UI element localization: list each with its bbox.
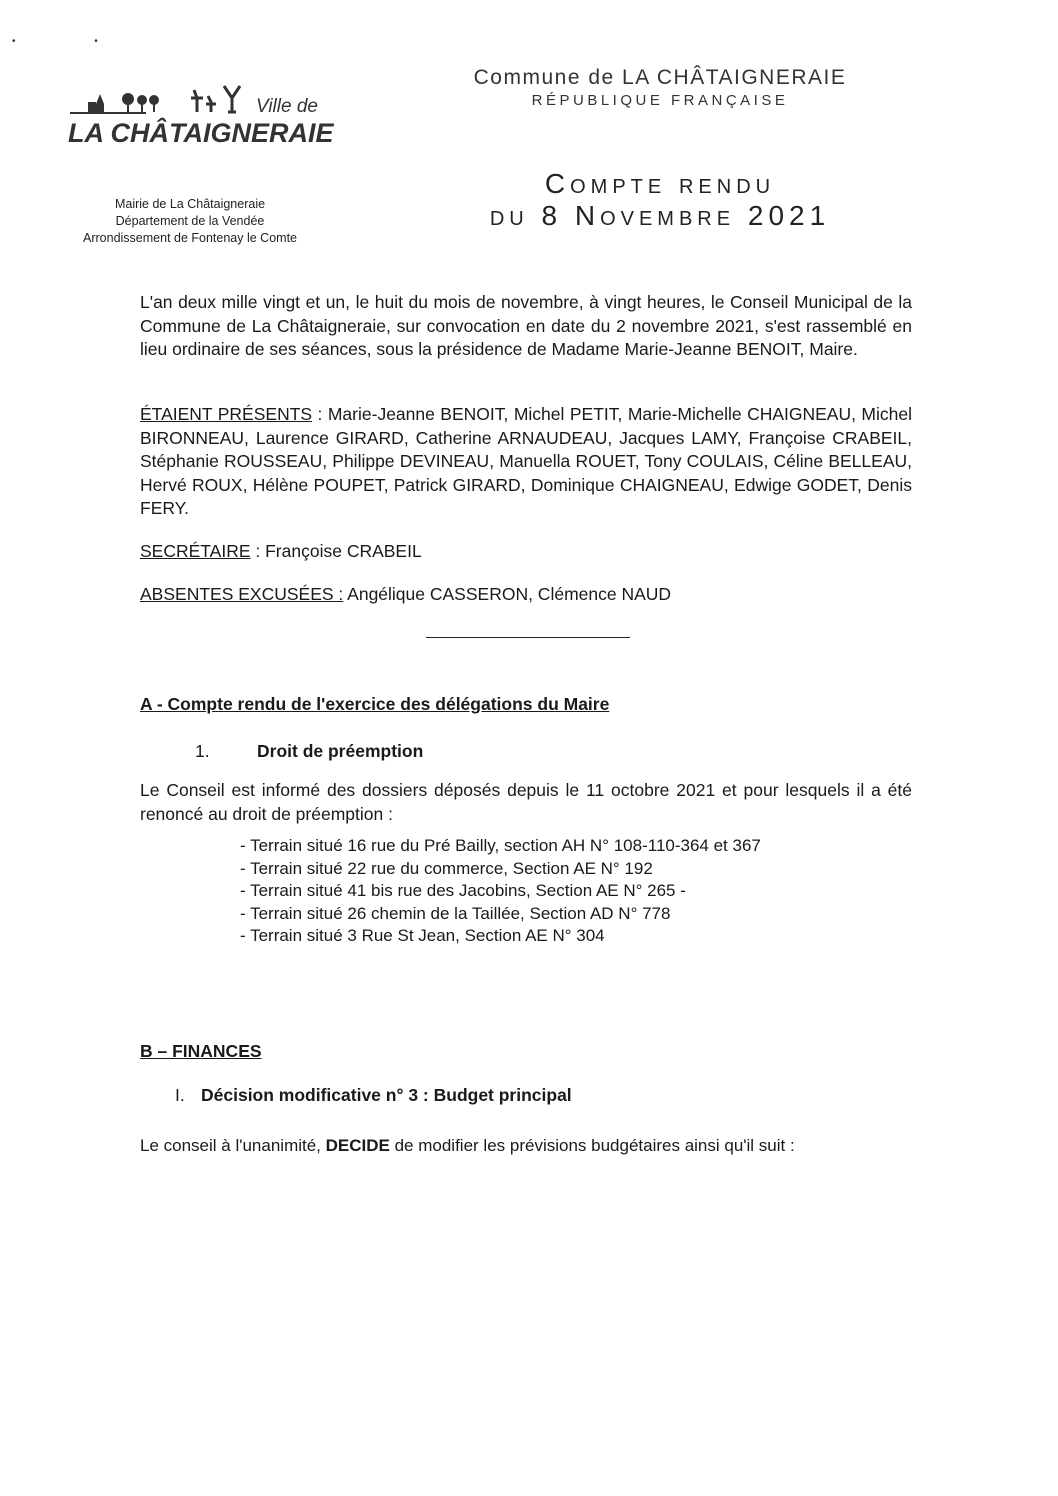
logo-main-text: LA CHÂTAIGNERAIE — [68, 118, 334, 148]
document-title: Compte rendu — [544, 168, 776, 199]
logo-graphic — [66, 76, 346, 156]
list-item: - Terrain situé 22 rue du commerce, Section AE N° 192 — [240, 858, 761, 881]
mairie-line: Mairie de La Châtaigneraie — [114, 197, 266, 211]
subsection-a1-heading — [195, 741, 423, 762]
decision-keyword: DECIDE — [325, 1136, 390, 1155]
logo-small-text: Ville de — [256, 96, 318, 117]
separator-line — [426, 637, 630, 638]
secretary-label: SECRÉTAIRE — [140, 541, 251, 561]
list-item: - Terrain situé 41 bis rue des Jacobins, Section AE N° 265 - — [240, 880, 761, 903]
secretary-line — [140, 540, 912, 564]
republique-heading: RÉPUBLIQUE FRANÇAISE — [531, 92, 789, 109]
town-logo — [66, 76, 346, 156]
decision-paragraph — [140, 1136, 795, 1156]
subsection-number: 1. — [195, 741, 210, 761]
attendees-paragraph — [140, 403, 912, 521]
absentees-line — [140, 583, 912, 607]
attendees-names: : Marie-Jeanne BENOIT, Michel PETIT, Marie-Michelle CHAIGNEAU, Michel BIRONNEAU, Laurence GIRARD, Catherine ARNAUDEAU, Jacques LAMY, Françoise CRABEIL, Stéphanie ROUSSEAU, Philippe DEVINEAU, Manuella ROUET, Tony COULAIS, Céline BELLEAU, Hervé ROUX, Hélène POUPET, Patrick GIRARD, Dominique CHAIGNEAU, Edwige GODET, Denis FERY. — [140, 404, 912, 518]
section-a-heading: A - Compte rendu de l'exercice des délégations du Maire — [140, 694, 610, 714]
secretary-name: : Françoise CRABEIL — [250, 541, 422, 561]
decision-post: de modifier les prévisions budgétaires ainsi qu'il suit : — [389, 1136, 795, 1155]
list-item: - Terrain situé 3 Rue St Jean, Section AE N° 304 — [240, 925, 761, 948]
subsection-b1-heading — [175, 1085, 572, 1106]
commune-heading: Commune de LA CHÂTAIGNERAIE — [473, 66, 847, 89]
absentees-names: Angélique CASSERON, Clémence NAUD — [343, 584, 672, 604]
mairie-block — [40, 196, 340, 247]
preemption-paragraph: Le Conseil est informé des dossiers déposés depuis le 11 octobre 2021 et pour lesquels il a été renoncé au droit de préemption : — [140, 780, 912, 824]
intro-paragraph: L'an deux mille vingt et un, le huit du mois de novembre, à vingt heures, le Conseil Municipal de la Commune de La Châtaigneraie, sur convocation en date du 2 novembre 2021, s'est rassemblé en lieu ordinaire de ses séances, sous la présidence de Madame Marie-Jeanne BENOIT, Maire. — [140, 292, 912, 359]
departement-line: Département de la Vendée — [115, 214, 265, 228]
list-item: - Terrain situé 16 rue du Pré Bailly, section AH N° 108-110-364 et 367 — [240, 835, 761, 858]
scan-specks: • • — [12, 36, 136, 47]
decision-pre: Le conseil à l'unanimité, — [140, 1136, 326, 1155]
arrondissement-line: Arrondissement de Fontenay le Comte — [83, 231, 297, 245]
list-item: - Terrain situé 26 chemin de la Taillée, Section AD N° 778 — [240, 903, 761, 926]
document-date: du 8 Novembre 2021 — [489, 200, 831, 231]
subsection-title: Décision modificative n° 3 : Budget principal — [201, 1085, 572, 1105]
absentees-label: ABSENTES EXCUSÉES : — [140, 584, 344, 604]
attendees-label: ÉTAIENT PRÉSENTS — [140, 404, 313, 424]
subsection-number: I. — [175, 1085, 185, 1105]
section-b-heading: B – FINANCES — [140, 1041, 262, 1061]
parcel-list — [240, 835, 761, 948]
subsection-title: Droit de préemption — [257, 741, 424, 761]
